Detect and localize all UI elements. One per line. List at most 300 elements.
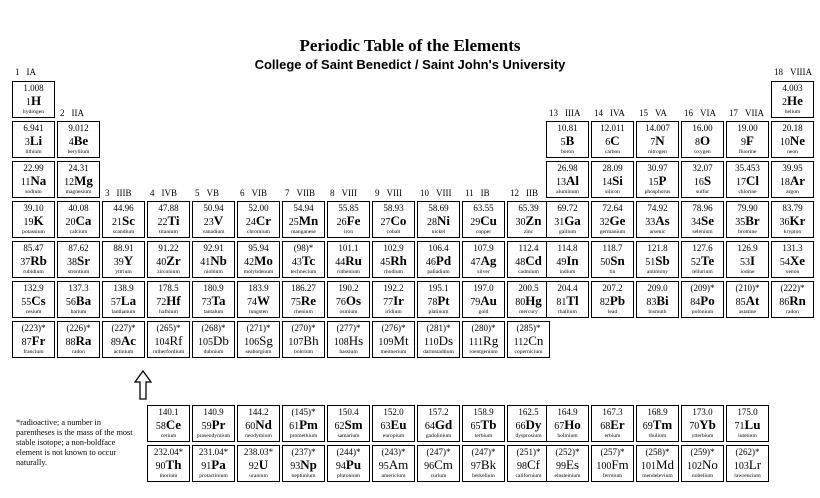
element-symbol: Tl: [566, 293, 579, 308]
group-label: [594, 108, 625, 118]
atomic-number: 32: [599, 217, 610, 228]
element-symbol-line: [547, 134, 588, 150]
element-cell-au: [462, 281, 505, 318]
atomic-number: 72: [156, 297, 167, 308]
atomic-number: 93: [290, 461, 301, 472]
element-cell-tc: [282, 241, 325, 278]
atomic-mass: (209)*: [690, 283, 715, 293]
element-cell-ne: [771, 121, 814, 158]
element-symbol-line: [547, 418, 588, 434]
element-name: mendelevium: [642, 473, 673, 479]
element-name: radon: [72, 349, 85, 355]
group-number: 14: [594, 108, 603, 118]
element-cell-fe: [327, 201, 370, 238]
atomic-number: 60: [245, 421, 256, 432]
element-cell-p: [636, 161, 679, 198]
element-name: fluorine: [738, 149, 757, 155]
group-roman: VIA: [700, 108, 716, 118]
element-name: tin: [609, 269, 616, 275]
element-symbol-line: [328, 294, 369, 310]
element-symbol: Mn: [298, 213, 319, 228]
element-symbol: P: [658, 173, 667, 188]
atomic-mass: 44.96: [113, 203, 134, 213]
atomic-mass: 192.2: [383, 283, 404, 293]
atomic-number: 34: [691, 217, 701, 228]
atomic-number: 13: [556, 177, 566, 188]
element-symbol-line: [103, 334, 144, 350]
atomic-number: 52: [690, 257, 701, 268]
element-symbol-line: [193, 254, 234, 270]
page-title: Periodic Table of the Elements: [299, 36, 521, 55]
element-symbol: Nd: [255, 417, 272, 432]
element-symbol: Pt: [437, 293, 450, 308]
element-symbol: As: [655, 213, 670, 228]
element-cell-pt: [417, 281, 460, 318]
element-symbol: Si: [612, 173, 623, 188]
atomic-mass: 10.81: [557, 123, 578, 133]
element-name: hydrogen: [22, 109, 45, 115]
group-label: [729, 108, 764, 118]
element-symbol-line: [193, 214, 234, 230]
element-name: cadmium: [518, 269, 539, 275]
element-name: zirconium: [157, 269, 180, 275]
element-cell-at: [726, 281, 769, 318]
element-symbol-line: [592, 418, 633, 434]
element-symbol: Ag: [480, 253, 497, 268]
element-cell-mg: [57, 161, 100, 198]
element-name: yttrium: [115, 269, 132, 275]
element-cell-no: [681, 445, 724, 482]
element-cell-ba: [57, 281, 100, 318]
group-roman: IA: [26, 67, 36, 77]
element-symbol: Cd: [525, 253, 542, 268]
element-name: dubnium: [203, 349, 224, 355]
element-cell-ta: [192, 281, 235, 318]
atomic-number: 64: [424, 421, 435, 432]
atomic-number: 69: [642, 421, 653, 432]
group-number: 17: [729, 108, 738, 118]
element-name: rubidium: [23, 269, 44, 275]
group-roman: IB: [480, 188, 490, 198]
element-symbol: Ne: [789, 133, 806, 148]
element-name: nickel: [431, 229, 446, 235]
atomic-mass: (210)*: [735, 283, 760, 293]
element-name: iron: [343, 229, 353, 235]
element-cell-lr: [726, 445, 769, 482]
element-symbol: Be: [73, 133, 89, 148]
atomic-mass: (227)*: [111, 323, 136, 333]
element-name: holmium: [557, 433, 578, 439]
element-name: berkelium: [472, 473, 495, 479]
element-symbol-line: [418, 254, 459, 270]
element-symbol-line: [58, 334, 99, 350]
group-number: 18: [774, 67, 783, 77]
atomic-mass: 9.012: [68, 123, 89, 133]
element-symbol: Er: [610, 417, 625, 432]
element-symbol: Hg: [525, 293, 542, 308]
element-cell-cl: [726, 161, 769, 198]
element-name: bismuth: [648, 309, 667, 315]
element-name: curium: [430, 473, 447, 479]
element-symbol-line: [283, 418, 324, 434]
atomic-number: 70: [689, 421, 700, 432]
element-cell-si: [591, 161, 634, 198]
element-cell-pa: [192, 445, 235, 482]
element-symbol-line: [682, 174, 723, 190]
element-symbol: Th: [165, 457, 182, 472]
element-name: platinum: [428, 309, 449, 315]
atomic-number: 85: [735, 297, 746, 308]
group-number: 4: [150, 188, 155, 198]
element-name: barium: [70, 309, 87, 315]
element-symbol-line: [592, 174, 633, 190]
element-name: indium: [559, 269, 576, 275]
element-cell-am: [372, 445, 415, 482]
element-symbol: Bh: [303, 333, 319, 348]
element-name: einsteinium: [554, 473, 581, 479]
element-name: bromine: [738, 229, 757, 235]
element-symbol-line: [58, 294, 99, 310]
atomic-mass: (244)*: [336, 447, 361, 457]
element-name: xenon: [785, 269, 800, 275]
atomic-number: 89: [110, 337, 121, 348]
element-cell-er: [591, 405, 634, 442]
atomic-number: 50: [600, 257, 611, 268]
atomic-mass: 107.9: [473, 243, 494, 253]
element-cell-cf: [507, 445, 550, 482]
element-name: chlorine: [738, 189, 757, 195]
atomic-mass: 85.47: [23, 243, 44, 253]
atomic-number: 2: [782, 97, 788, 108]
element-symbol: Xe: [789, 253, 806, 268]
atomic-mass: (222)*: [780, 283, 805, 293]
element-symbol: No: [702, 457, 718, 472]
atomic-number: 53: [739, 257, 750, 268]
element-symbol-line: [592, 214, 633, 230]
element-symbol-line: [682, 134, 723, 150]
atomic-number: 47: [470, 257, 481, 268]
element-symbol-line: [58, 214, 99, 230]
element-name: silicon: [605, 189, 620, 195]
atomic-number: 44: [335, 257, 346, 268]
atomic-number: 102: [687, 461, 703, 472]
group-roman: VA: [655, 108, 667, 118]
element-name: hafnium: [159, 309, 178, 315]
element-symbol-line: [508, 214, 549, 230]
atomic-number: 61: [289, 421, 300, 432]
atomic-mass: 88.91: [113, 243, 134, 253]
atomic-number: 71: [734, 421, 745, 432]
element-symbol: Mo: [254, 253, 273, 268]
atomic-mass: 16.00: [692, 123, 713, 133]
atomic-mass: 140.9: [203, 407, 224, 417]
atomic-mass: 74.92: [647, 203, 668, 213]
element-cell-cn: [507, 321, 550, 358]
element-cell-al: [546, 161, 589, 198]
element-name: francium: [23, 349, 44, 355]
element-symbol-line: [418, 334, 459, 350]
atomic-mass: 126.9: [737, 243, 758, 253]
element-symbol-line: [13, 174, 54, 190]
element-symbol: Pr: [211, 417, 226, 432]
element-symbol: K: [33, 213, 44, 228]
element-symbol: Br: [745, 213, 760, 228]
element-name: gallium: [558, 229, 577, 235]
element-symbol-line: [13, 214, 54, 230]
element-symbol-line: [772, 254, 813, 270]
element-cell-ir: [372, 281, 415, 318]
element-name: fermium: [602, 473, 623, 479]
element-cell-v: [192, 201, 235, 238]
element-symbol: Au: [480, 293, 497, 308]
element-symbol-line: [682, 294, 723, 310]
element-symbol-line: [637, 254, 678, 270]
element-symbol: Sr: [77, 253, 90, 268]
element-cell-ga: [546, 201, 589, 238]
element-name: darmstadtium: [423, 349, 454, 355]
element-cell-hf: [147, 281, 190, 318]
element-symbol-line: [103, 294, 144, 310]
element-symbol-line: [328, 334, 369, 350]
element-symbol-line: [283, 254, 324, 270]
element-symbol: U: [258, 457, 269, 472]
group-label: [195, 188, 219, 198]
element-symbol: V: [213, 213, 224, 228]
atomic-number: 9: [741, 137, 747, 148]
element-symbol-line: [418, 214, 459, 230]
element-cell-n: [636, 121, 679, 158]
element-symbol-line: [463, 294, 504, 310]
group-roman: IIB: [526, 188, 538, 198]
atomic-mass: (285)*: [516, 323, 541, 333]
element-name: tungsten: [249, 309, 268, 315]
element-symbol-line: [148, 418, 189, 434]
group-roman: VB: [206, 188, 220, 198]
atomic-number: 76: [335, 297, 346, 308]
group-label: [285, 188, 315, 198]
element-symbol-line: [373, 254, 414, 270]
element-name: copernicium: [514, 349, 543, 355]
element-symbol-line: [547, 174, 588, 190]
atomic-mass: (252)*: [555, 447, 580, 457]
atomic-number: 14: [602, 177, 613, 188]
atomic-mass: 6.941: [23, 123, 44, 133]
element-symbol: Lu: [744, 417, 761, 432]
element-symbol-line: [148, 294, 189, 310]
atomic-number: 30: [515, 217, 526, 228]
atomic-number: 58: [155, 421, 166, 432]
element-cell-es: [546, 445, 589, 482]
element-cell-tm: [636, 405, 679, 442]
element-name: erbium: [604, 433, 621, 439]
atomic-number: 80: [515, 297, 526, 308]
element-cell-be: [57, 121, 100, 158]
atomic-number: 36: [779, 217, 790, 228]
element-symbol: Sb: [655, 253, 670, 268]
element-symbol: Pm: [299, 417, 318, 432]
atomic-number: 83: [646, 297, 657, 308]
element-cell-bi: [636, 281, 679, 318]
element-name: antimony: [646, 269, 669, 275]
element-symbol-line: [13, 94, 54, 110]
atomic-mass: 209.0: [647, 283, 668, 293]
atomic-mass: 50.94: [203, 203, 224, 213]
atomic-mass: 32.07: [692, 163, 713, 173]
atomic-number: 56: [65, 297, 76, 308]
atomic-number: 3: [24, 137, 30, 148]
element-cell-ni: [417, 201, 460, 238]
element-cell-bh: [282, 321, 325, 358]
element-cell-ge: [591, 201, 634, 238]
atomic-number: 38: [67, 257, 77, 268]
element-symbol-line: [148, 458, 189, 474]
element-symbol: Fm: [611, 457, 629, 472]
element-name: selenium: [692, 229, 713, 235]
element-symbol: Pd: [435, 253, 452, 268]
atomic-mass: (270)*: [291, 323, 316, 333]
atomic-mass: (281)*: [426, 323, 451, 333]
atomic-number: 33: [645, 217, 656, 228]
element-cell-np: [282, 445, 325, 482]
element-symbol: Rg: [483, 333, 499, 348]
element-symbol: Rh: [390, 253, 407, 268]
element-symbol: Rf: [169, 333, 183, 348]
element-symbol-line: [418, 418, 459, 434]
group-roman: VIIB: [296, 188, 315, 198]
atomic-number: 5: [560, 137, 566, 148]
atomic-number: 24: [245, 217, 256, 228]
atomic-number: 17: [736, 177, 746, 188]
atomic-mass: (226)*: [66, 323, 91, 333]
group-label: [684, 108, 716, 118]
element-cell-pm: [282, 405, 325, 442]
atomic-mass: (258)*: [645, 447, 670, 457]
element-symbol-line: [727, 294, 768, 310]
element-name: radon: [786, 309, 799, 315]
atomic-mass: 58.69: [428, 203, 449, 213]
group-label: [60, 108, 84, 118]
element-cell-k: [12, 201, 55, 238]
element-name: tellurium: [692, 269, 713, 275]
element-symbol-line: [283, 458, 324, 474]
atomic-mass: 232.04*: [153, 447, 184, 457]
atomic-number: 112: [513, 337, 529, 348]
element-name: palladium: [427, 269, 450, 275]
element-name: sodium: [25, 189, 42, 195]
footnote: *radioactive; a number in parentheses is the mass of the most stable isotope; a non-boldface element is not known to occur naturally.: [16, 418, 133, 467]
element-cell-i: [726, 241, 769, 278]
atomic-number: 106: [244, 337, 260, 348]
atomic-mass: 140.1: [158, 407, 179, 417]
element-symbol-line: [238, 418, 279, 434]
element-cell-f: [726, 121, 769, 158]
element-symbol-line: [727, 458, 768, 474]
element-name: niobium: [204, 269, 223, 275]
atomic-mass: 173.0: [692, 407, 713, 417]
element-symbol: Ca: [75, 213, 92, 228]
atomic-mass: 30.97: [647, 163, 668, 173]
element-symbol: Nb: [210, 253, 227, 268]
element-name: rhenium: [294, 309, 313, 315]
element-symbol: Ir: [393, 293, 404, 308]
group-roman: IIIA: [565, 108, 581, 118]
atomic-mass: 183.9: [248, 283, 269, 293]
group-label: [330, 188, 357, 198]
atomic-mass: (257)*: [600, 447, 625, 457]
atomic-mass: (280)*: [471, 323, 496, 333]
group-number: 7: [285, 188, 290, 198]
atomic-mass: 39.95: [782, 163, 803, 173]
group-number: 3: [105, 188, 110, 198]
element-cell-la: [102, 281, 145, 318]
element-cell-cm: [417, 445, 460, 482]
atomic-number: 104: [154, 337, 170, 348]
element-name: technecium: [290, 269, 317, 275]
element-name: germanium: [599, 229, 626, 235]
group-number: 12: [510, 188, 519, 198]
element-symbol-line: [592, 294, 633, 310]
element-cell-gd: [417, 405, 460, 442]
element-cell-mt: [372, 321, 415, 358]
atomic-number: 55: [21, 297, 32, 308]
group-roman: IIIB: [116, 188, 132, 198]
element-cell-mn: [282, 201, 325, 238]
atomic-number: 105: [198, 337, 214, 348]
element-name: silver: [477, 269, 490, 275]
element-name: neptunium: [291, 473, 316, 479]
atomic-number: 18: [779, 177, 790, 188]
element-symbol: Kr: [789, 213, 806, 228]
element-cell-fm: [591, 445, 634, 482]
element-name: americium: [381, 473, 406, 479]
page-subtitle: College of Saint Benedict / Saint John's University: [254, 57, 566, 72]
element-name: iridium: [385, 309, 402, 315]
element-name: europium: [382, 433, 405, 439]
element-cell-nd: [237, 405, 280, 442]
atomic-mass: (276)*: [381, 323, 406, 333]
atomic-mass: 150.4: [338, 407, 359, 417]
atomic-number: 73: [201, 297, 212, 308]
element-cell-sm: [327, 405, 370, 442]
element-cell-ag: [462, 241, 505, 278]
group-label: [549, 108, 581, 118]
group-roman: VIII: [386, 188, 402, 198]
atomic-number: 77: [383, 297, 394, 308]
element-symbol-line: [328, 418, 369, 434]
element-cell-rh: [372, 241, 415, 278]
atomic-mass: 137.3: [68, 283, 89, 293]
element-symbol: Mg: [74, 173, 93, 188]
element-symbol-line: [328, 458, 369, 474]
atomic-mass: 24.31: [68, 163, 89, 173]
atomic-number: 6: [605, 137, 611, 148]
element-symbol: Cf: [527, 457, 540, 472]
element-cell-cd: [507, 241, 550, 278]
element-symbol-line: [283, 334, 324, 350]
element-name: roentgenium: [469, 349, 498, 355]
atomic-number: 63: [380, 421, 391, 432]
atomic-number: 78: [427, 297, 438, 308]
element-name: scandium: [112, 229, 135, 235]
group-number: 10: [420, 188, 429, 198]
element-symbol-line: [772, 94, 813, 110]
element-symbol-line: [58, 254, 99, 270]
element-symbol-line: [547, 214, 588, 230]
atomic-number: 94: [335, 461, 346, 472]
element-symbol-line: [772, 214, 813, 230]
element-name: praseodymium: [196, 433, 231, 439]
atomic-mass: 40.08: [68, 203, 89, 213]
